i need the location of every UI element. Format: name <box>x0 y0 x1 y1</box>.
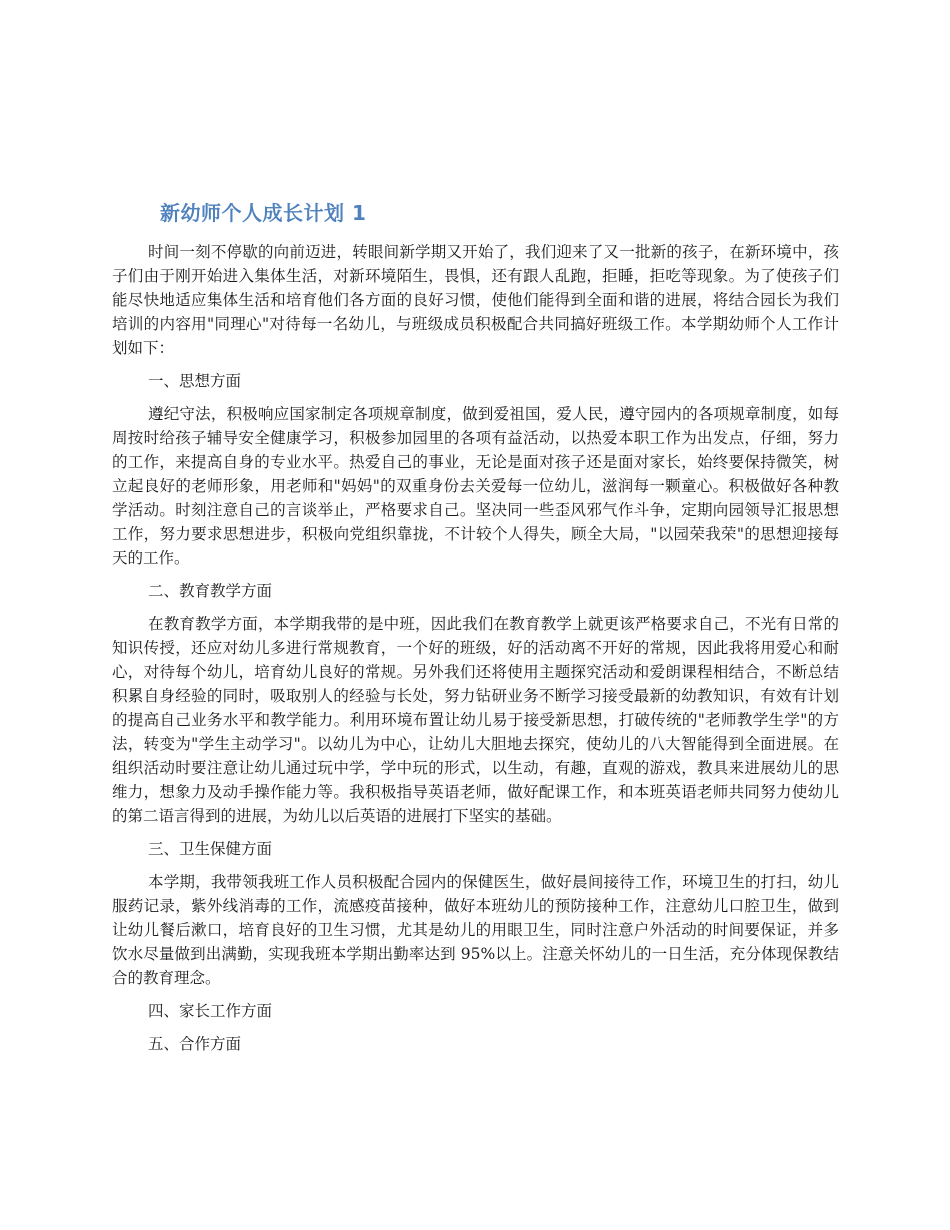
section-heading-thought: 一、思想方面 <box>148 372 242 390</box>
intro-paragraph: 时间一刻不停歇的向前迈进，转眼间新学期又开始了，我们迎来了又一批新的孩子，在新环境中，孩子们由于刚开始进入集体生活，对新环境陌生，畏惧，还有跟人乱跑，拒睡，拒吃等现象。为了使孩子们能尽快地适应集体生活和培育他们各方面的良好习惯，使他们能得到全面和谐的进展，将结合园长为我们培训的内容用"同理心"对待每一名幼儿，与班级成员积极配合共同搞好班级工作。本学期幼师个人工作计划如下： <box>112 243 839 357</box>
section-heading-teaching: 二、教育教学方面 <box>148 582 273 600</box>
section-body-thought: 遵纪守法，积极响应国家制定各项规章制度，做到爱祖国，爱人民，遵守园内的各项规章制度，如每周按时给孩子辅导安全健康学习，积极参加园里的各项有益活动，以热爱本职工作为出发点，仔细，努力的工作，来提高自身的专业水平。热爱自己的事业，无论是面对孩子还是面对家长，始终要保持微笑，树立起良好的老师形象，用老师和"妈妈"的双重身份去关爱每一位幼儿，滋润每一颗童心。积极做好各种教学活动。时刻注意自己的言谈举止，严格要求自己。坚决同一些歪风邪气作斗争，定期向园领导汇报思想工作，努力要求思想进步，积极向党组织靠拢，不计较个人得失，顾全大局，"以园荣我荣"的思想迎接每天的工作。 <box>112 405 839 567</box>
section-body-health: 本学期，我带领我班工作人员积极配合园内的保健医生，做好晨间接待工作，环境卫生的打扫，幼儿服药记录，紫外线消毒的工作，流感疫苗接种，做好本班幼儿的预防接种工作，注意幼儿口腔卫生，做到让幼儿餐后漱口，培育良好的卫生习惯，尤其是幼儿的用眼卫生，同时注意户外活动的时间要保证，并多饮水尽量做到出满勤，实现我班本学期出勤率达到 95%以上。注意关怀幼儿的一日生活，充分体现保教结合的教育理念。 <box>112 873 839 987</box>
document-title: 新幼师个人成长计划 1 <box>160 201 367 225</box>
document-body <box>112 240 839 1065</box>
section-heading-cooperation: 五、合作方面 <box>148 1035 242 1053</box>
section-heading-parents: 四、家长工作方面 <box>148 1002 273 1020</box>
section-body-teaching: 在教育教学方面，本学期我带的是中班，因此我们在教育教学上就更该严格要求自己，不光有日常的知识传授，还应对幼儿多进行常规教育，一个好的班级，好的活动离不开好的常规，因此我将用爱心和耐心，对待每个幼儿，培育幼儿良好的常规。另外我们还将使用主题探究活动和爱朗课程相结合，不断总结积累自身经验的同时，吸取别人的经验与长处，努力钻研业务不断学习接受最新的幼教知识，有效有计划的提高自己业务水平和教学能力。利用环境布置让幼儿易于接受新思想，打破传统的"老师教学生学"的方法，转变为"学生主动学习"。以幼儿为中心，让幼儿大胆地去探究，使幼儿的八大智能得到全面进展。在组织活动时要注意让幼儿通过玩中学，学中玩的形式，以生动，有趣，直观的游戏，教具来进展幼儿的思维力，想象力及动手操作能力等。我积极指导英语老师，做好配课工作，和本班英语老师共同努力使幼儿的第二语言得到的进展，为幼儿以后英语的进展打下坚实的基础。 <box>112 615 839 825</box>
document-page <box>112 0 839 1230</box>
section-heading-health: 三、卫生保健方面 <box>148 840 273 858</box>
